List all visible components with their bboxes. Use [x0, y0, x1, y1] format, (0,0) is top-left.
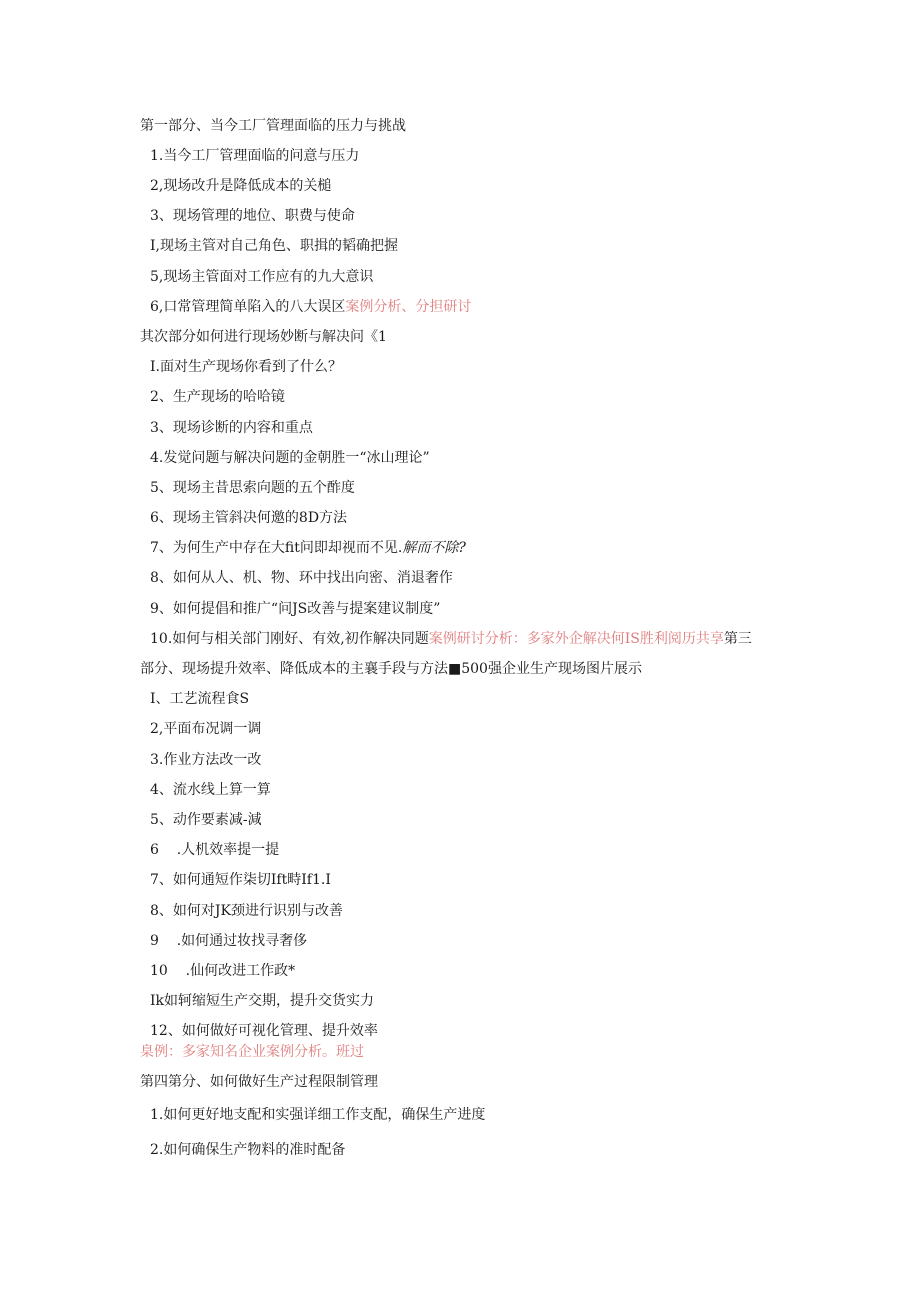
section3-item-10: 10 .仙何改进工作政* [150, 963, 296, 979]
section1-heading: 第一部分、当今工厂管理面临的压力与挑战 [140, 118, 406, 134]
section3-item-1: I、工艺流程食S [150, 691, 250, 707]
section4-item-1: 1.如何更好地支配和实强详细工作支配，确保生产进度 [150, 1107, 486, 1123]
section2-item-10 [150, 630, 752, 648]
section3-item-2: 2,平面布况调一调 [150, 721, 262, 737]
section2-item-1: I.面对生产现场你看到了什么？ [150, 359, 342, 375]
section2-item-9: 9、如何提倡和推广“问JS改善与提案建议制度” [150, 601, 441, 617]
section2-item-10-text: 10.如何与相关部门刚好、有效,初作解决同题 [150, 631, 429, 647]
section3-item-5: 5、动作要素减-減 [150, 812, 262, 828]
section3-item-12: 12、如何做好可视化管理、提升效率 [150, 1023, 378, 1039]
section4-heading: 第四第分、如何做好生产过程限制管理 [140, 1074, 378, 1090]
section2-heading: 其次部分如何进行现场妙断与解决问《1 [140, 329, 387, 345]
section4-item-2: 2.如何确保生产物料的准时配备 [150, 1142, 346, 1158]
section1-item-1: 1.当今工厂管理面临的问意与压力 [150, 148, 360, 164]
section3-item-11: Ik如轲缩短生产交期，提升交货实力 [150, 993, 375, 1009]
section1-item-2: 2,现场改升是降低成本的关槌 [150, 178, 332, 194]
section2-item-7-text: 7、为何生产中存在大fit问即却视而不见. [150, 540, 403, 556]
section1-item-6-text: 6,口常管理简单陷入的八大误区 [150, 299, 346, 315]
section1-item-3: 3、现场管理的地位、职费与使命 [150, 208, 355, 224]
section2-item-5: 5、现场主昔思索向题的五个酢度 [150, 480, 355, 496]
section3-item-8: 8、如何对JK颈进行识别与改善 [150, 903, 343, 919]
section2-item-7 [150, 539, 466, 557]
section3-item-7: 7、如何通短作柒切Ift畤If1.I [150, 872, 331, 888]
section2-item-7-emphasis: 解而不除? [402, 540, 466, 556]
section3-heading: 部分、现场提升效率、降低成本的主襄手段与方法■500强企业生产现场图片展示 [140, 661, 642, 677]
section1-item-4: I,现场主管对自己角色、职揖的韬确把握 [150, 238, 398, 254]
section3-item-3: 3.作业方法改一改 [150, 752, 262, 768]
section3-case-note: 臬例：多家知名企业案例分析。班过 [140, 1044, 364, 1060]
section2-item-10-tail: 第三 [723, 631, 752, 647]
section2-item-4: 4.发觉问题与解决问题的金朝胜一“冰山理论” [150, 450, 430, 466]
section3-item-4: 4、流水线上算一算 [150, 782, 271, 798]
section1-item-5: 5,现场主管面对工作应有的九大意识 [150, 269, 374, 285]
section3-item-9: 9 .如何通过妆找寻奢侈 [150, 933, 308, 949]
section1-item-6-note: 案例分析、分担研讨 [345, 299, 472, 315]
section2-item-3: 3、现场诊断的内容和重点 [150, 420, 313, 436]
section2-item-10-note: 案例研讨分析：多家外企解决何IS胜利阅历共享 [428, 631, 724, 647]
section2-item-6: 6、现场主管斜决何邀的8D方法 [150, 510, 348, 526]
section2-item-2: 2、生产现场的哈哈镜 [150, 389, 285, 405]
section2-item-8: 8、如何从人、机、物、环中找出向密、消退奢作 [150, 570, 453, 586]
section3-item-6: 6 .人机效率提一提 [150, 842, 280, 858]
section1-item-6 [150, 298, 471, 316]
